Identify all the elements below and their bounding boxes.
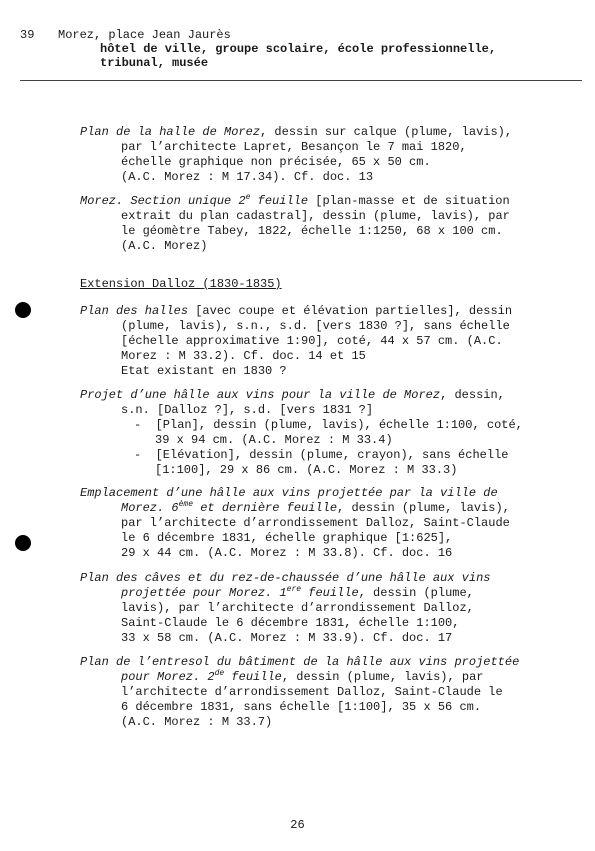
notice-number: 39 [20, 28, 35, 42]
entry-title [80, 194, 308, 208]
catalog-entry [80, 486, 547, 561]
entry-line: Morez : M 33.2). Cf. doc. 14 et 15 [121, 349, 366, 363]
catalog-entry [80, 655, 547, 730]
entry-line: s.n. [Dalloz ?], s.d. [vers 1831 ?] [121, 403, 374, 417]
entry-line [80, 304, 547, 319]
entry-title: Plan des câves et du rez-de-chaussée d’une hâlle aux vins [80, 571, 491, 585]
entry-title: Emplacement d’une hâlle aux vins projettée par la ville de [80, 486, 498, 500]
catalog-entry [80, 388, 547, 478]
entry-line: 29 x 44 cm. (A.C. Morez : M 33.8). Cf. doc. 16 [121, 546, 453, 560]
header-divider [20, 80, 582, 81]
entry-line: 6 décembre 1831, sans échelle [1:100], 35 x 56 cm. [121, 700, 482, 714]
entry-line: Saint-Claude le 6 décembre 1831, échelle 1:100, [121, 616, 460, 630]
entry-text: , dessin sur calque (plume, lavis), [260, 125, 513, 139]
entry-line: échelle graphique non précisée, 65 x 50 cm. [121, 155, 431, 169]
entry-title: Plan des halles [80, 304, 189, 318]
entry-title-sup: e [245, 193, 251, 202]
entry-title: Plan de la halle de Morez [80, 125, 261, 139]
entry-line: extrait du plan cadastral], dessin (plume, lavis), par [121, 209, 510, 223]
entry-line [80, 125, 547, 140]
entry-title-text: pour Morez. 2 [121, 670, 215, 684]
entry-line: Etat existant en 1830 ? [121, 364, 287, 378]
catalog-entry [80, 304, 547, 379]
entry-line [80, 670, 547, 685]
entry-line: par l’architecte d’arrondissement Dalloz, Saint-Claude [121, 516, 510, 530]
entry-line: [échelle approximative 1:90], coté, 44 x 57 cm. (A.C. [121, 334, 503, 348]
entry-line: le géomètre Tabey, 1822, échelle 1:1250, 68 x 100 cm. [121, 224, 503, 238]
entry-line: (A.C. Morez : M 17.34). Cf. doc. 13 [121, 170, 374, 184]
entry-text: , dessin (plume, lavis), par [281, 670, 484, 684]
entry-title: Projet d’une hâlle aux vins pour la ville de Morez [80, 388, 441, 402]
notice-subtitle-line-1: hôtel de ville, groupe scolaire, école professionnelle, [100, 42, 497, 56]
entry-title-end: feuille [301, 586, 359, 600]
entry-line [80, 194, 547, 209]
entry-title-cont [121, 586, 359, 600]
entry-text: [avec coupe et élévation partielles], dessin [188, 304, 513, 318]
margin-dot-marker [15, 535, 31, 551]
entry-line: l’architecte d’arrondissement Dalloz, Saint-Claude le [121, 685, 503, 699]
entry-title-text: Morez. 6 [121, 501, 179, 515]
entry-line: (A.C. Morez : M 33.7) [121, 715, 273, 729]
entry-text: [plan-masse et de situation [308, 194, 510, 208]
entry-line: par l’architecte Lapret, Besançon le 7 mai 1820, [121, 140, 467, 154]
margin-dot-marker [15, 302, 31, 318]
entry-title-cont [121, 501, 337, 515]
catalog-entry [80, 194, 547, 254]
entry-title-end: et dernière feuille [193, 501, 338, 515]
entry-text: , dessin, [440, 388, 505, 402]
entry-line: le 6 décembre 1831, échelle graphique [1:625], [121, 531, 453, 545]
list-item-text: [Plan], dessin (plume, lavis), échelle 1:100, coté, [155, 418, 523, 432]
notice-place: Morez, place Jean Jaurès [58, 28, 231, 42]
section-title: Extension Dalloz (1830-1835) [80, 277, 282, 291]
page-number: 26 [290, 818, 305, 832]
entry-title-sup: ème [178, 500, 194, 509]
catalog-entry [80, 571, 547, 646]
entry-line [80, 586, 547, 601]
entry-title-cont [121, 670, 282, 684]
entry-line [80, 501, 547, 516]
entry-text: , dessin (plume, lavis), [337, 501, 510, 515]
list-item: - [Plan], dessin (plume, lavis), échelle 1:100, coté, [134, 418, 523, 432]
entry-text: , dessin (plume, [358, 586, 474, 600]
entry-title-sup: de [214, 669, 225, 678]
entry-line: (plume, lavis), s.n., s.d. [vers 1830 ?], sans échelle [121, 319, 510, 333]
entry-title-end: feuille [250, 194, 309, 208]
list-item: - [Elévation], dessin (plume, crayon), sans échelle [134, 448, 509, 462]
entry-title: Plan de l’entresol du bâtiment de la hâlle aux vins projettée [80, 655, 520, 669]
entry-line: 33 x 58 cm. (A.C. Morez : M 33.9). Cf. doc. 17 [121, 631, 453, 645]
entry-title-end: feuille [224, 670, 282, 684]
notice-subtitle-line-2: tribunal, musée [100, 56, 209, 70]
entry-line: lavis), par l’architecte d’arrondissement Dalloz, [121, 601, 474, 615]
entry-line [80, 388, 547, 403]
catalog-entry [80, 125, 547, 185]
entry-title-text: projettée pour Morez. 1 [121, 586, 287, 600]
entry-title-sup: ere [286, 585, 302, 594]
entry-title-text: Morez. Section unique 2 [80, 194, 246, 208]
notice-subtitle [100, 42, 496, 70]
entry-line: (A.C. Morez) [121, 239, 208, 253]
list-item-text: 39 x 94 cm. (A.C. Morez : M 33.4) [155, 433, 393, 447]
list-item-text: [Elévation], dessin (plume, crayon), sans échelle [155, 448, 509, 462]
list-item-text: [1:100], 29 x 86 cm. (A.C. Morez : M 33.3) [155, 463, 458, 477]
